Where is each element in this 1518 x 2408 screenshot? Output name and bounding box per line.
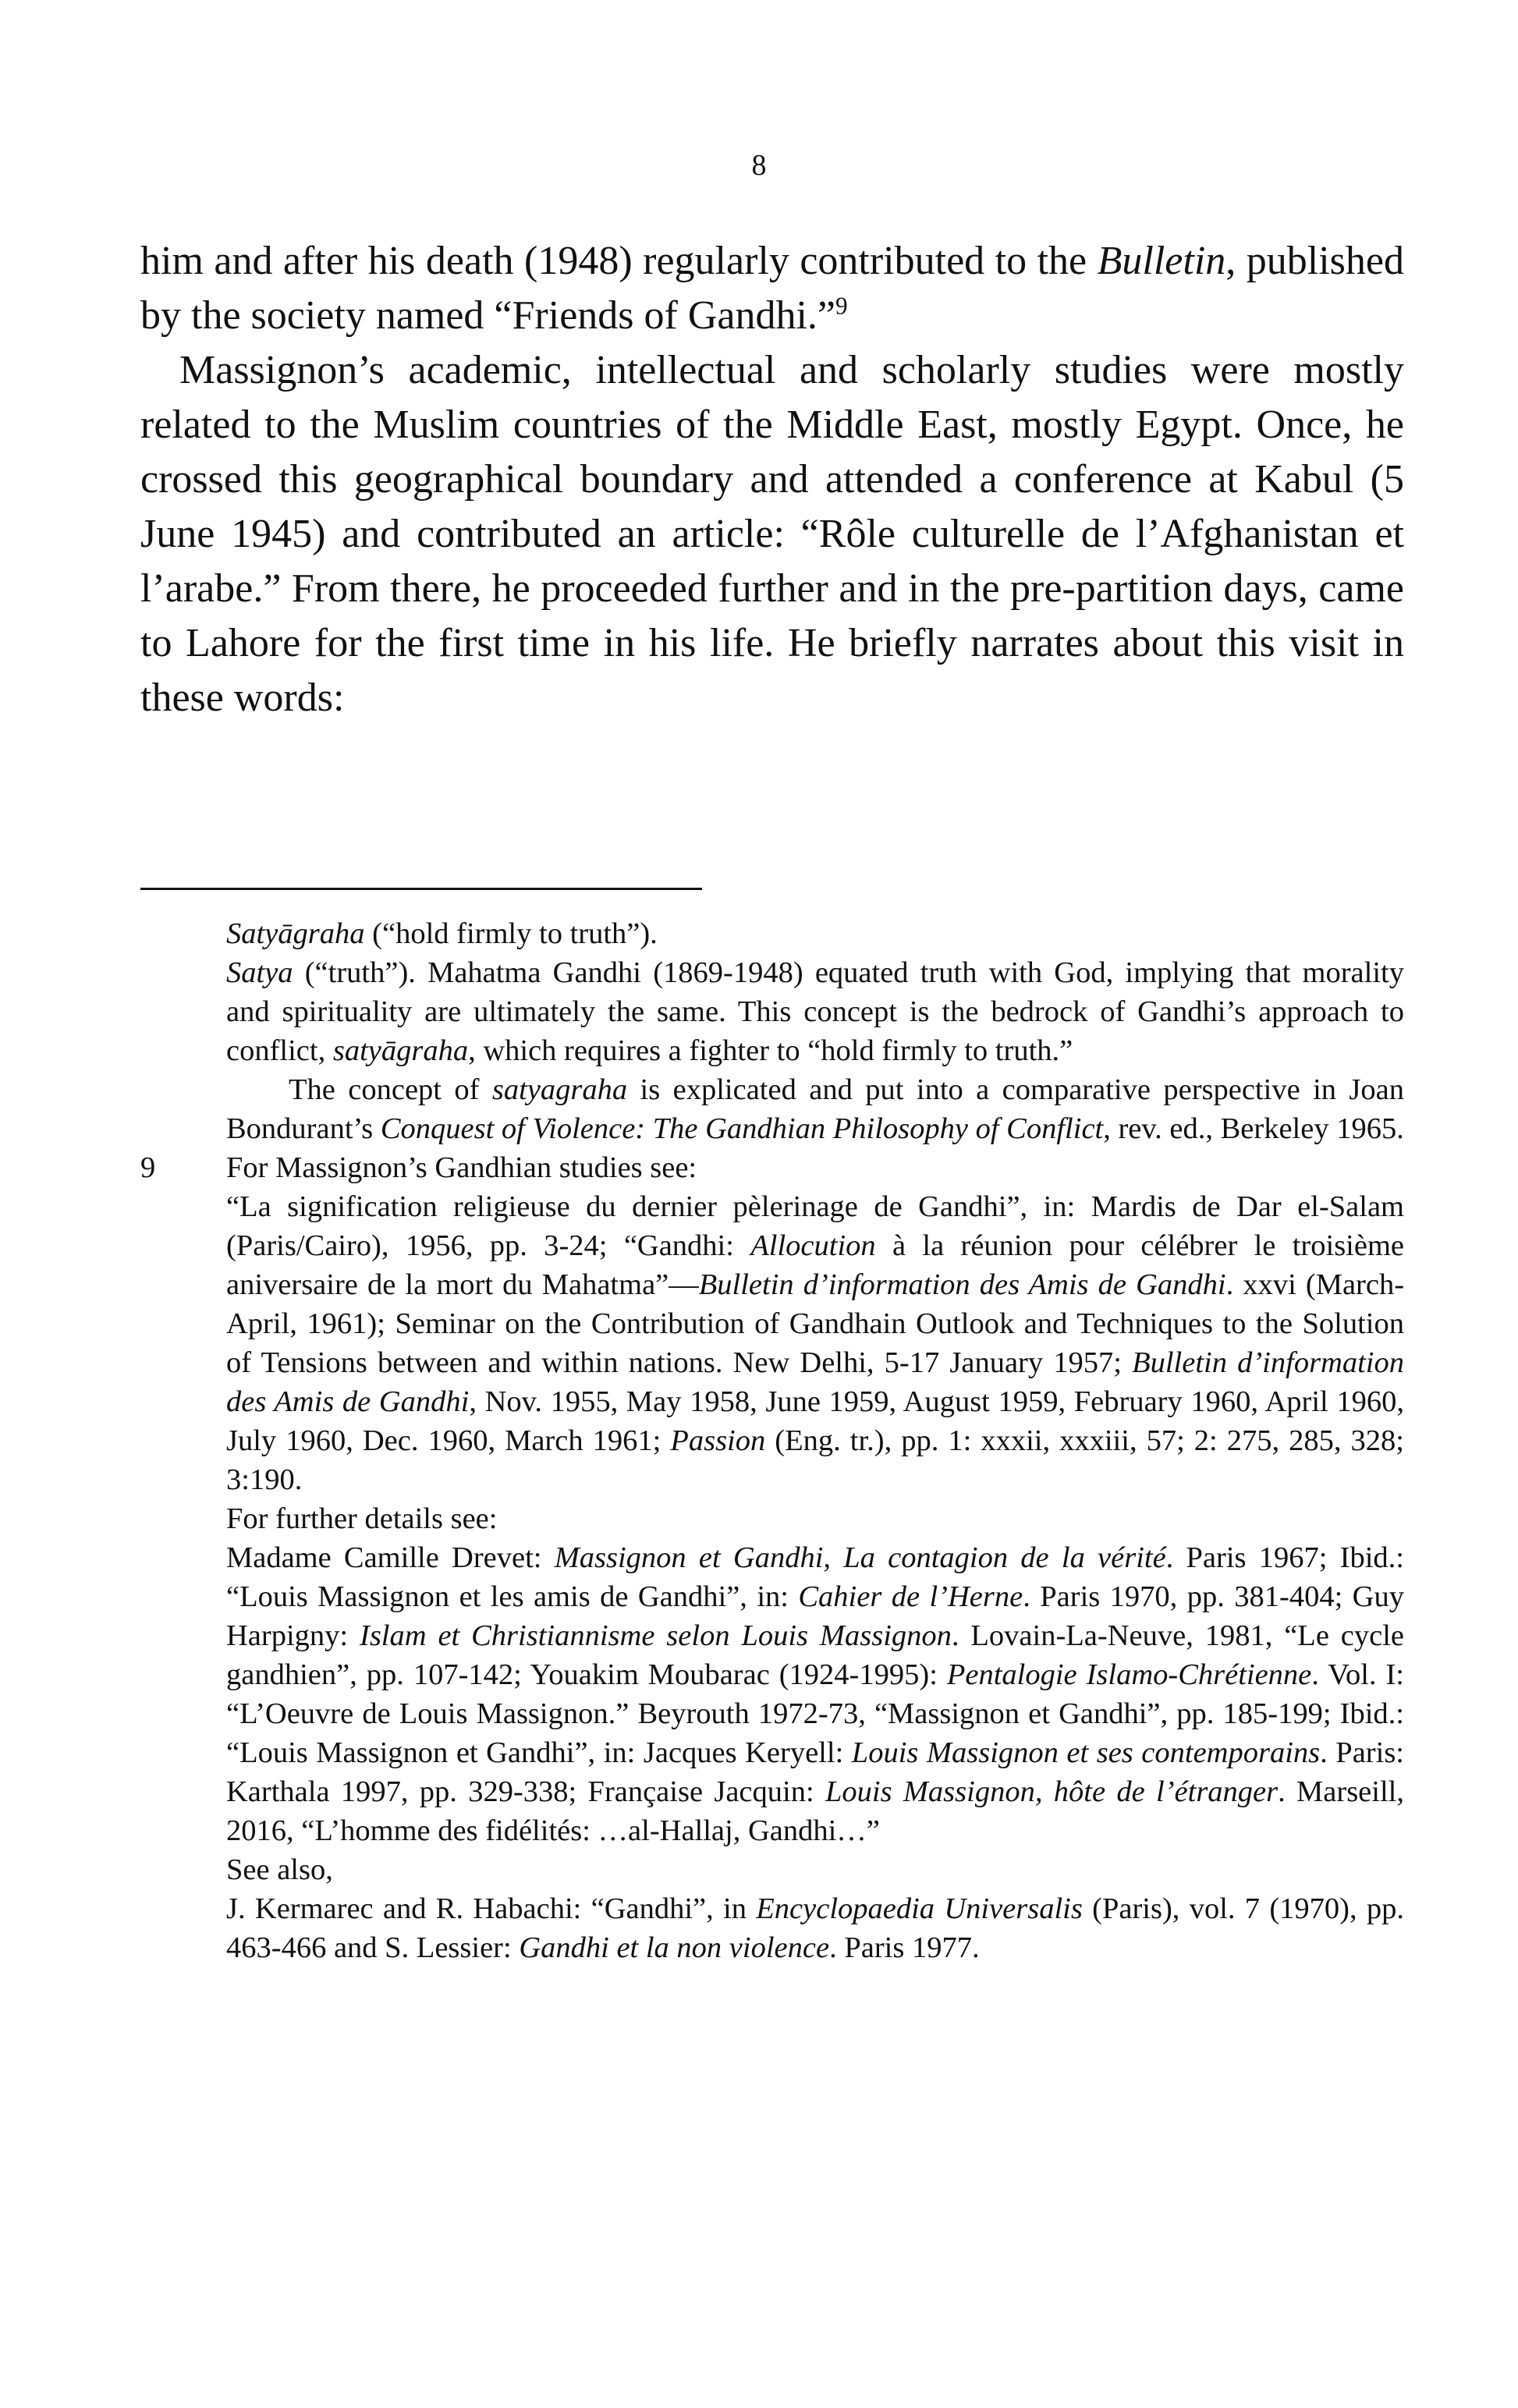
footnote-line xyxy=(226,914,1404,953)
term: satyagraha xyxy=(491,1073,628,1106)
footnote-line: See also, xyxy=(226,1853,333,1886)
footnote-separator xyxy=(140,888,702,890)
book-title: Cahier de l’Herne xyxy=(798,1580,1023,1613)
italic-run: Allocution xyxy=(750,1229,876,1262)
footnote-number: 9 xyxy=(140,1151,156,1184)
body-paragraph-2: Massignon’s academic, intellectual and scholarly studies were mostly related to the Muslim countries of the Middle East, mostly Egypt. Once, he crossed this geographical boundary and attended a conference at Kabul (5 June 1945) and contributed an article: “Rôle culturelle de l’Afghanistan et l’arabe.” From there, he proceeded further and in the pre-partition days, came to Lahore for the first time in his life. He briefly narrates about this visit in these words: xyxy=(140,348,1404,720)
book-title: Gandhi et la non violence xyxy=(519,1931,830,1964)
footnote-line: For Massignon’s Gandhian studies see: xyxy=(226,1151,697,1184)
text-run: , which requires a fighter to “hold firmly to truth.” xyxy=(468,1034,1073,1067)
book-title: Encyclopaedia Universalis xyxy=(756,1892,1083,1925)
text-run: J. Kermarec and R. Habachi: “Gandhi”, in xyxy=(226,1892,757,1925)
text-run: (“truth”). Mahatma Gandhi (1869-1948) equated truth with God, implying that morality and spirituality are ultimately the same. This concept is the bedrock of Gandhi’s approach to conflict, xyxy=(226,956,1404,1067)
text-run: , Nov. 1955, May 1958, June 1959, August 1959, February 1960, April 1960, July 1960, Dec. 1960, March 1961; xyxy=(226,1385,1404,1457)
text-run: (“hold firmly to truth”). xyxy=(364,917,658,950)
footnotes xyxy=(140,914,1404,1967)
book-title: Conquest of Violence: The Gandhian Philosophy of Conflict xyxy=(380,1112,1104,1145)
text-run: . Paris 1967; Ibid.: “Louis Massignon et les amis de Gandhi”, in: xyxy=(226,1541,1404,1613)
footnote-paragraph xyxy=(226,1538,1404,1850)
book-title: Louis Massignon et ses contemporains xyxy=(851,1736,1321,1769)
term: Satya xyxy=(226,956,293,989)
text-run: , published by the society named “Friends of Gandhi.” xyxy=(140,239,1404,338)
body-paragraph-1 xyxy=(140,234,1404,343)
book-title: Islam et Christiannisme selon Louis Massignon xyxy=(360,1619,952,1652)
text-run: , rev. ed., Berkeley 1965. xyxy=(1103,1112,1404,1145)
main-text xyxy=(140,234,1404,725)
text-run: Madame Camille Drevet: xyxy=(226,1541,555,1574)
text-run: . Paris: Karthala 1997, pp. 329-338; Française Jacquin: xyxy=(226,1736,1405,1808)
page-number: 8 xyxy=(751,149,767,182)
text-run: . xxvi (March-April, 1961); Seminar on the Contribution of Gandhain Outlook and Techniques to the Solution of Tensions between and within nations. New Delhi, 5-17 January 1957; xyxy=(226,1268,1405,1379)
text-run: The concept of xyxy=(289,1073,492,1106)
footnote-line: For further details see: xyxy=(226,1502,498,1535)
text-run: (Paris), vol. 7 (1970), pp. 463-466 and S. Lessier: xyxy=(226,1892,1405,1964)
footnote-continuation xyxy=(140,914,1404,1148)
text-run: “La signification religieuse du dernier pèlerinage de Gandhi”, in: Mardis de Dar el-Salam (Paris/Cairo), 1956, pp. 3-24; “Gandhi: xyxy=(226,1190,1404,1262)
term: Satyāgraha xyxy=(226,917,365,950)
book-title: Massignon et Gandhi, La contagion de la vérité xyxy=(554,1541,1166,1574)
footnote-paragraph xyxy=(226,1889,1404,1967)
footnote-paragraph xyxy=(226,953,1404,1070)
text-run: . Marseill, 2016, “L’homme des fidélités: …al-Hallaj, Gandhi…” xyxy=(226,1775,1404,1847)
journal-title: Bulletin d’information des Amis de Gandhi xyxy=(698,1268,1226,1301)
footnote-reference: 9 xyxy=(835,292,848,320)
text-run: . Paris 1970, pp. 381-404; Guy Harpigny: xyxy=(226,1580,1404,1652)
term: satyāgraha xyxy=(332,1034,469,1067)
footnote-9 xyxy=(140,1148,1404,1967)
text-run: (Eng. tr.), pp. 1: xxxii, xxxiii, 57; 2: 275, 285, 328; 3:190. xyxy=(226,1424,1404,1496)
journal-title: Bulletin xyxy=(1097,239,1226,283)
footnote-paragraph xyxy=(226,1187,1404,1499)
book-title: Louis Massignon, hôte de l’étranger xyxy=(825,1775,1279,1808)
book-title: Pentalogie Islamo-Chrétienne xyxy=(946,1658,1312,1691)
text-run: is explicated and put into a comparative perspective in Joan Bondurant’s xyxy=(226,1073,1405,1145)
book-title: Passion xyxy=(670,1424,766,1457)
text-run: . Lovain-La-Neuve, 1981, “Le cycle gandhien”, pp. 107-142; Youakim Moubarac (1924-1995): xyxy=(226,1619,1405,1691)
text-run: . Vol. I: “L’Oeuvre de Louis Massignon.” Beyrouth 1972-73, “Massignon et Gandhi”, pp. 185-199; Ibid.: “Louis Massignon et Gandhi”, in: Jacques Keryell: xyxy=(226,1658,1404,1769)
text-run: him and after his death (1948) regularly contributed to the xyxy=(140,239,1098,283)
journal-title: Bulletin d’information des Amis de Gandhi xyxy=(226,1346,1404,1418)
text-run: à la réunion pour célébrer le troisième aniversaire de la mort du Mahatma”— xyxy=(226,1229,1404,1301)
footnote-paragraph xyxy=(226,1070,1404,1148)
text-run: . Paris 1977. xyxy=(829,1931,980,1964)
